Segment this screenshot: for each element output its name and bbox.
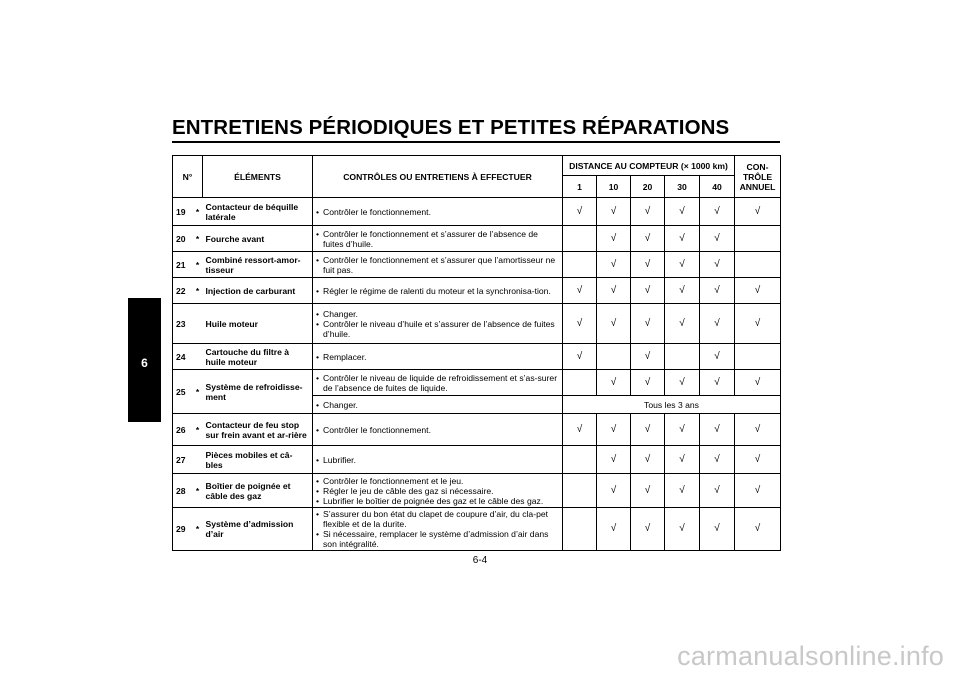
check-cell: √: [631, 414, 665, 446]
check-cell: [735, 252, 781, 278]
check-cell: [735, 344, 781, 370]
check-cell: √: [631, 304, 665, 344]
action-list: [316, 400, 559, 410]
action-item: • Remplacer.: [316, 352, 559, 362]
row-number: 24: [173, 344, 193, 370]
row-dealer-marker: [193, 446, 203, 474]
row-number: 20: [173, 226, 193, 252]
check-cell: √: [665, 278, 700, 304]
title-underline: [172, 141, 780, 143]
section-tab-number: 6: [141, 356, 148, 370]
action-item: • Contrôler le niveau de liquide de refroidissement et s’as-surer de l’absence de fuites de liquide.: [316, 373, 559, 393]
table-row: [173, 370, 781, 396]
action-item: • Régler le régime de ralenti du moteur et la synchronisa-tion.: [316, 286, 559, 296]
check-cell: √: [735, 370, 781, 396]
check-cell: √: [735, 198, 781, 226]
header-actions: CONTRÔLES OU ENTRETIENS À EFFECTUER: [313, 156, 563, 198]
row-actions: [313, 474, 563, 508]
section-tab: [128, 298, 161, 422]
check-cell: √: [597, 446, 631, 474]
action-item: • Si nécessaire, remplacer le système d’admission d’air dans son intégralité.: [316, 529, 559, 549]
check-cell: √: [735, 278, 781, 304]
action-item: • Contrôler le niveau d’huile et s’assurer de l’absence de fuites d’huile.: [316, 319, 559, 339]
check-cell: √: [735, 508, 781, 551]
table-row: [173, 226, 781, 252]
row-dealer-marker: *: [193, 370, 203, 414]
row-number: 27: [173, 446, 193, 474]
table-row: [173, 304, 781, 344]
check-cell: √: [735, 414, 781, 446]
check-cell: √: [563, 278, 597, 304]
check-cell: √: [735, 446, 781, 474]
action-item: • Contrôler le fonctionnement.: [316, 207, 559, 217]
check-cell: [563, 252, 597, 278]
row-element: Injection de carburant: [203, 278, 313, 304]
page-number: 6-4: [472, 555, 488, 566]
action-list: [316, 373, 559, 393]
action-item: • Lubrifier.: [316, 455, 559, 465]
row-dealer-marker: *: [193, 278, 203, 304]
table-row: [173, 446, 781, 474]
row-number: 28: [173, 474, 193, 508]
check-cell: √: [631, 278, 665, 304]
row-actions: [313, 252, 563, 278]
row-actions: [313, 304, 563, 344]
action-item: • Changer.: [316, 309, 559, 319]
row-element: Huile moteur: [203, 304, 313, 344]
row-number: 19: [173, 198, 193, 226]
row-actions: [313, 370, 563, 396]
header-elements: ÉLÉMENTS: [203, 156, 313, 198]
action-item: • Changer.: [316, 400, 559, 410]
action-list: [316, 476, 559, 506]
header-num: N°: [173, 156, 203, 198]
table-header: [173, 156, 781, 198]
table-row: [173, 344, 781, 370]
table-body: [173, 198, 781, 551]
row-element: Système de refroidisse-ment: [203, 370, 313, 414]
check-cell: √: [563, 344, 597, 370]
row-number: 23: [173, 304, 193, 344]
check-cell: √: [665, 304, 700, 344]
action-item: • Contrôler le fonctionnement.: [316, 425, 559, 435]
check-cell: √: [665, 446, 700, 474]
check-cell: √: [597, 252, 631, 278]
row-dealer-marker: *: [193, 508, 203, 551]
row-element: Fourche avant: [203, 226, 313, 252]
header-km-10: 10: [597, 176, 631, 198]
row-actions: [313, 226, 563, 252]
row-element: Combiné ressort-amor-tisseur: [203, 252, 313, 278]
row-element: Pièces mobiles et câ-bles: [203, 446, 313, 474]
check-cell: [563, 508, 597, 551]
action-item: • Contrôler le fonctionnement et le jeu.: [316, 476, 559, 486]
page-title: ENTRETIENS PÉRIODIQUES ET PETITES RÉPARATIONS: [172, 116, 730, 139]
check-cell: √: [735, 474, 781, 508]
watermark: carmanualsonline.info: [677, 641, 944, 671]
table-row: [173, 414, 781, 446]
action-item: • Contrôler le fonctionnement et s’assurer que l’amortisseur ne fuit pas.: [316, 255, 559, 275]
check-cell: √: [597, 370, 631, 396]
row-actions: [313, 414, 563, 446]
table-row: [173, 474, 781, 508]
header-km-40: 40: [700, 176, 735, 198]
table-row: [173, 278, 781, 304]
check-cell: [597, 344, 631, 370]
action-list: [316, 255, 559, 275]
check-cell: √: [631, 508, 665, 551]
check-cell: [563, 446, 597, 474]
check-cell: √: [563, 198, 597, 226]
row-dealer-marker: [193, 344, 203, 370]
check-cell: √: [735, 304, 781, 344]
check-cell: √: [563, 304, 597, 344]
header-km-1: 1: [563, 176, 597, 198]
check-cell: √: [631, 344, 665, 370]
check-cell: √: [597, 508, 631, 551]
check-cell: √: [700, 370, 735, 396]
check-cell: [563, 370, 597, 396]
check-cell: √: [700, 226, 735, 252]
table-row: [173, 198, 781, 226]
check-cell: √: [597, 226, 631, 252]
interval-cell: Tous les 3 ans: [563, 396, 781, 414]
action-list: [316, 229, 559, 249]
check-cell: √: [597, 474, 631, 508]
check-cell: √: [597, 278, 631, 304]
check-cell: √: [665, 474, 700, 508]
row-element: Cartouche du filtre à huile moteur: [203, 344, 313, 370]
check-cell: √: [665, 252, 700, 278]
check-cell: [563, 226, 597, 252]
row-actions: [313, 278, 563, 304]
check-cell: [563, 474, 597, 508]
row-dealer-marker: *: [193, 252, 203, 278]
action-item: • Contrôler le fonctionnement et s’assurer de l’absence de fuites d’huile.: [316, 229, 559, 249]
maintenance-table: [172, 155, 781, 551]
row-number: 25: [173, 370, 193, 414]
row-dealer-marker: [193, 304, 203, 344]
check-cell: √: [597, 198, 631, 226]
row-dealer-marker: *: [193, 414, 203, 446]
check-cell: √: [700, 304, 735, 344]
row-number: 29: [173, 508, 193, 551]
row-number: 21: [173, 252, 193, 278]
check-cell: √: [700, 344, 735, 370]
check-cell: √: [665, 370, 700, 396]
row-actions: [313, 396, 563, 414]
check-cell: √: [700, 198, 735, 226]
check-cell: √: [631, 370, 665, 396]
row-actions: [313, 344, 563, 370]
check-cell: √: [563, 414, 597, 446]
row-element: Contacteur de feu stop sur frein avant et ar-rière: [203, 414, 313, 446]
row-number: 26: [173, 414, 193, 446]
check-cell: √: [665, 414, 700, 446]
check-cell: √: [665, 508, 700, 551]
check-cell: √: [700, 446, 735, 474]
row-element: Contacteur de béquille latérale: [203, 198, 313, 226]
action-item: • Lubrifier le boîtier de poignée des gaz et le câble des gaz.: [316, 496, 559, 506]
row-element: Système d’admission d’air: [203, 508, 313, 551]
action-item: • Régler le jeu de câble des gaz si nécessaire.: [316, 486, 559, 496]
header-annual: CON- TRÔLE ANNUEL: [735, 156, 781, 198]
action-item: • S’assurer du bon état du clapet de coupure d’air, du cla-pet flexible et de la durite.: [316, 509, 559, 529]
action-list: [316, 309, 559, 339]
row-number: 22: [173, 278, 193, 304]
action-list: [316, 509, 559, 549]
row-actions: [313, 446, 563, 474]
action-list: [316, 286, 559, 296]
check-cell: √: [597, 304, 631, 344]
header-km-20: 20: [631, 176, 665, 198]
table-row: [173, 252, 781, 278]
check-cell: √: [700, 414, 735, 446]
check-cell: √: [700, 278, 735, 304]
header-km-30: 30: [665, 176, 700, 198]
check-cell: √: [665, 226, 700, 252]
check-cell: √: [631, 226, 665, 252]
check-cell: √: [700, 508, 735, 551]
action-list: [316, 352, 559, 362]
row-dealer-marker: *: [193, 226, 203, 252]
action-list: [316, 455, 559, 465]
check-cell: √: [700, 252, 735, 278]
check-cell: √: [631, 198, 665, 226]
table-row: [173, 508, 781, 551]
check-cell: √: [700, 474, 735, 508]
action-list: [316, 207, 559, 217]
check-cell: √: [631, 474, 665, 508]
check-cell: √: [631, 252, 665, 278]
row-dealer-marker: *: [193, 198, 203, 226]
action-list: [316, 425, 559, 435]
header-distance: DISTANCE AU COMPTEUR (× 1000 km): [563, 156, 735, 176]
row-actions: [313, 508, 563, 551]
check-cell: √: [597, 414, 631, 446]
row-actions: [313, 198, 563, 226]
check-cell: [665, 344, 700, 370]
check-cell: √: [631, 446, 665, 474]
check-cell: [735, 226, 781, 252]
row-element: Boîtier de poignée et câble des gaz: [203, 474, 313, 508]
check-cell: √: [665, 198, 700, 226]
row-dealer-marker: *: [193, 474, 203, 508]
